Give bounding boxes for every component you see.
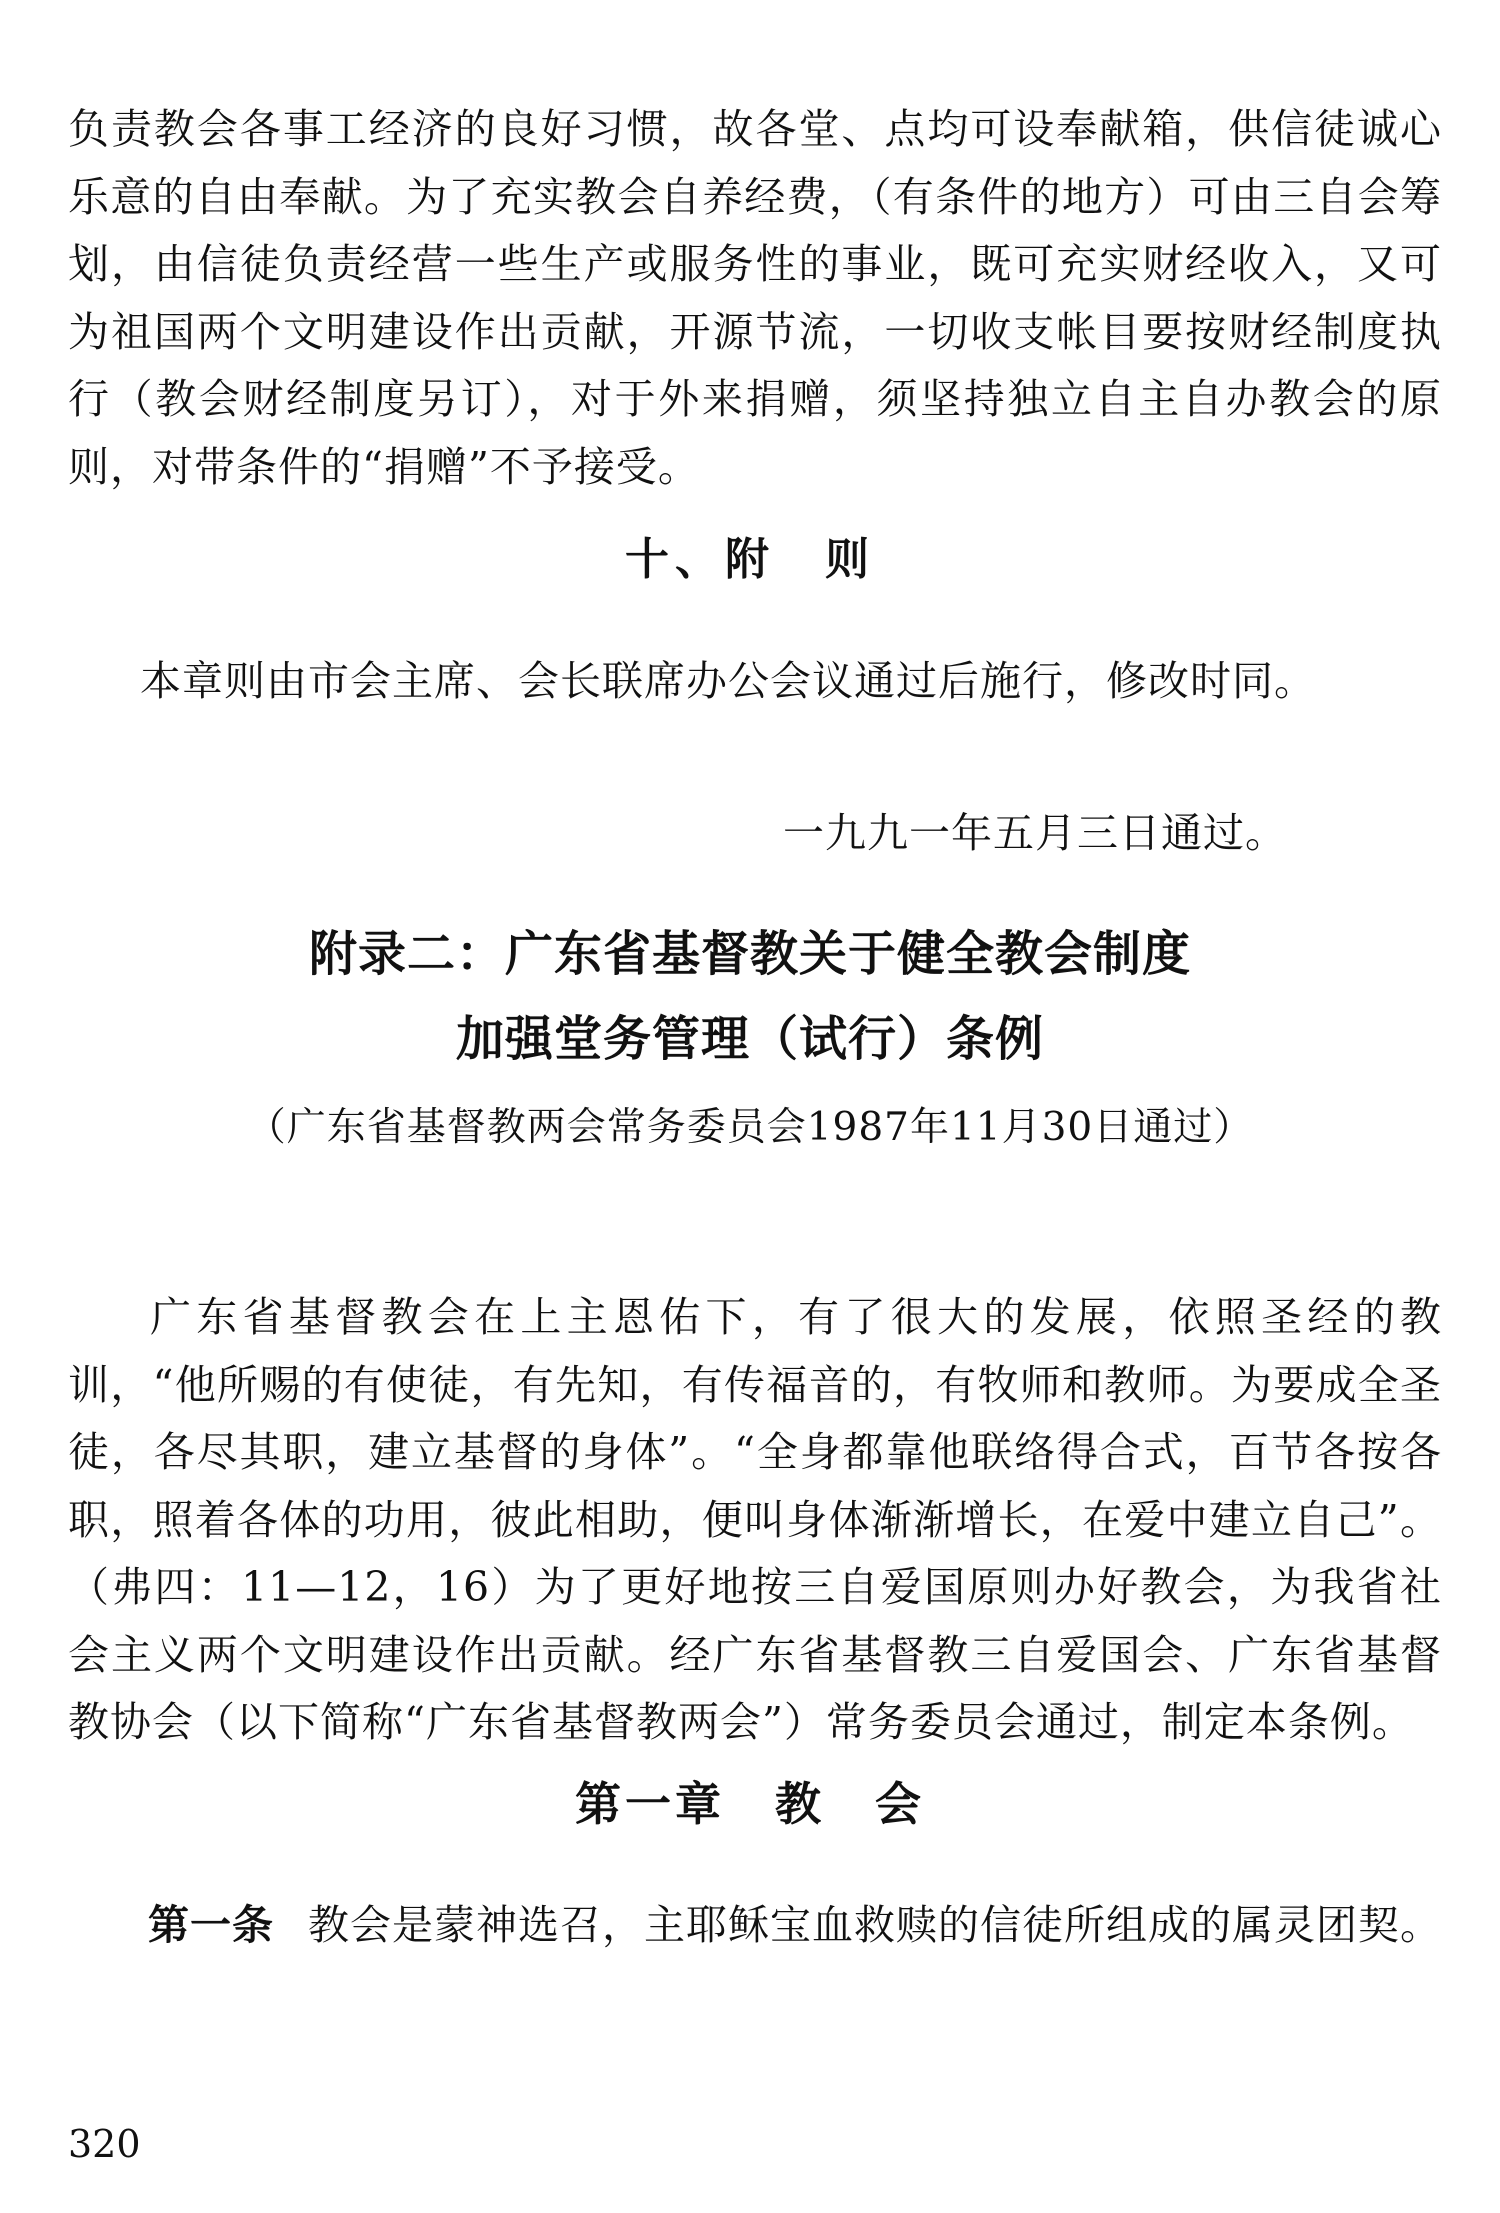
article-1 — [148, 1892, 1442, 1951]
intro-paragraph: 负责教会各事工经济的良好习惯，故各堂、点均可设奉献箱，供信徒诚心乐意的自由奉献。为了充实教会自养经费，（有条件的地方）可由三自会筹划，由信徒负责经营一些生产或服务性的事业，既可充实财经收入，又可为祖国两个文明建设作出贡献，开源节流，一切收支帐目要按财经制度执行（教会财经制度另订），对于外来捐赠，须坚持独立自主自办教会的原则，对带条件的“捐赠”不予接受。 — [68, 105, 1442, 491]
article-1-text: 教会是蒙神选召，主耶稣宝血救赎的信徒所组成的属灵团契。 — [308, 1901, 1442, 1949]
page-number: 320 — [68, 2122, 141, 2166]
preamble-paragraph: 广东省基督教会在上主恩佑下，有了很大的发展，依照圣经的教训，“他所赐的有使徒，有先知，有传福音的，有牧师和教师。为要成全圣徒，各尽其职，建立基督的身体”。“全身都靠他联络得合式，百节各按各职，照着各体的功用，彼此相助，便叫身体渐渐增长，在爱中建立自己”。（弗四：11—12，16）为了更好地按三自爱国原则办好教会，为我省社会主义两个文明建设作出贡献。经广东省基督教三自爱国会、广东省基督教协会（以下简称“广东省基督教两会”）常务委员会通过，制定本条例。 — [68, 1293, 1442, 1746]
chapter-heading: 第一章 教 会 — [575, 1777, 925, 1831]
section-heading: 十、附 则 — [625, 534, 875, 585]
article-1-label: 第一条 — [148, 1901, 274, 1949]
section-text: 本章则由市会主席、会长联席办公会议通过后施行，修改时同。 — [140, 657, 1316, 705]
appendix-title-line1: 附录二：广东省基督教关于健全教会制度 — [308, 926, 1191, 982]
adoption-date: 一九九一年五月三日通过。 — [783, 809, 1287, 857]
appendix-title-line2: 加强堂务管理（试行）条例 — [455, 1011, 1044, 1067]
appendix-subtitle: （广东省基督教两会常务委员会1987年11月30日通过） — [246, 1105, 1254, 1150]
